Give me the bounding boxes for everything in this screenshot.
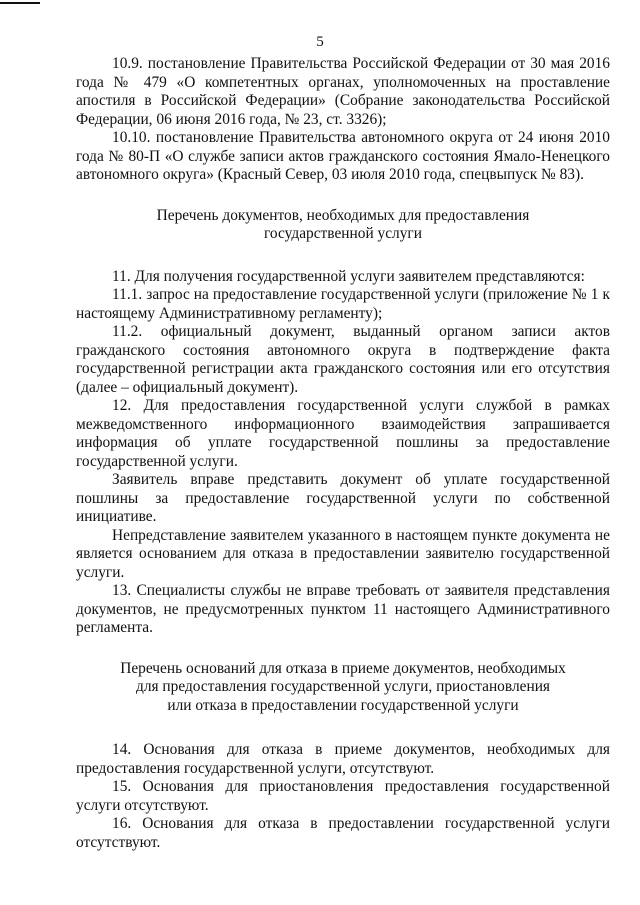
- paragraph-12: 12. Для предоставления государственной услуги службой в рамках межведомственного информационного взаимодействия запрашивается информация об уплате государственной пошлины за предоставление государственной услуги.: [76, 397, 610, 470]
- document-body: [76, 55, 610, 852]
- corner-mark: [0, 2, 40, 4]
- paragraph-14: 14. Основания для отказа в приеме документов, необходимых для предоставления государственной услуги, отсутствуют.: [76, 741, 610, 777]
- paragraph-13: 13. Специалисты службы не вправе требовать от заявителя представления документов, не предусмотренных пунктом 11 настоящего Административного регламента.: [76, 582, 610, 636]
- paragraph-11: 11. Для получения государственной услуги заявителем представляются:: [112, 267, 585, 285]
- paragraph-12-applicant: Заявитель вправе представить документ об уплате государственной пошлины за предоставление государственной услуги по собственной инициативе.: [76, 471, 610, 525]
- heading-line: Перечень оснований для отказа в приеме документов, необходимых: [120, 659, 566, 677]
- section-heading-grounds: [76, 660, 610, 716]
- paragraph-15: 15. Основания для приостановления предоставления государственной услуги отсутствуют.: [76, 778, 610, 814]
- paragraph-10-9: 10.9. постановление Правительства Российской Федерации от 30 мая 2016 года № 479 «О компетентных органах, уполномоченных на проставление апостиля в Российской Федерации» (Собрание законодательства Российской Федерации, 06 июня 2016 года, № 23, ст. 3326);: [76, 55, 610, 128]
- paragraph-11-2: 11.2. официальный документ, выданный органом записи актов гражданского состояния автономного округа в подтверждение факта государственной регистрации акта гражданского состояния или его отсутствия (далее – официальный документ).: [76, 323, 610, 396]
- heading-line: для предоставления государственной услуги, приостановления: [135, 678, 551, 695]
- paragraph-11-1: 11.1. запрос на предоставление государственной услуги (приложение № 1 к настоящему Административному регламенту);: [76, 286, 610, 322]
- heading-line: или отказа в предоставлении государственной услуги: [167, 696, 519, 714]
- heading-line: государственной услуги: [264, 225, 422, 242]
- paragraph-10-10: 10.10. постановление Правительства автономного округа от 24 июня 2010 года № 80-П «О службе записи актов гражданского состояния Ямало-Ненецкого автономного округа» (Красный Север, 03 июля 2010 года, спецвыпуск № 83).: [76, 129, 610, 183]
- paragraph-16: 16. Основания для отказа в предоставлении государственной услуги отсутствуют.: [76, 815, 610, 851]
- section-heading-documents: [76, 207, 610, 244]
- heading-line: Перечень документов, необходимых для предоставления: [156, 206, 530, 224]
- paragraph-12-nonsubmission: Непредставление заявителем указанного в настоящем пункте документа не является основанием для отказа в предоставлении заявителю государственной услуги.: [76, 526, 610, 581]
- page-number: 5: [316, 34, 324, 50]
